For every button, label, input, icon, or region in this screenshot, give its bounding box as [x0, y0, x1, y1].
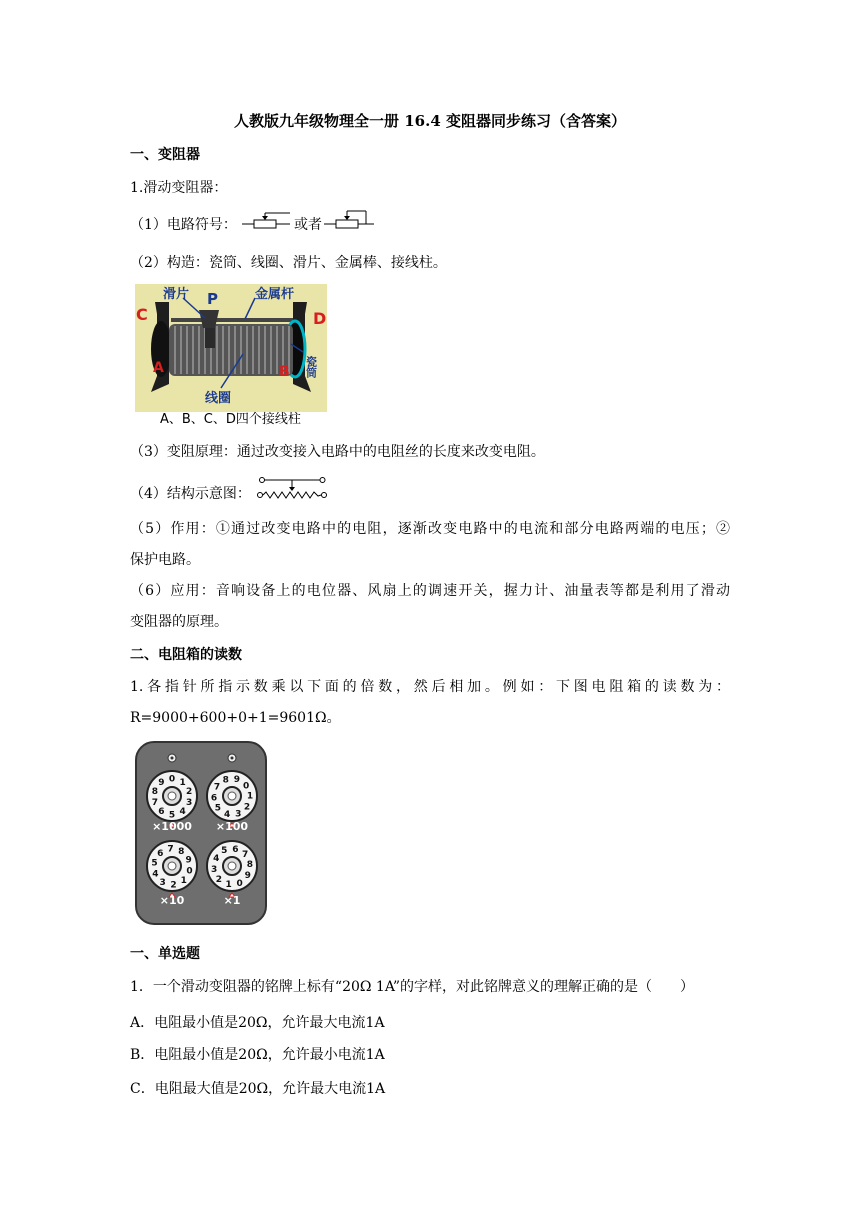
- dial-digit: 2: [243, 802, 251, 813]
- dial-digit: 3: [159, 877, 166, 888]
- dial-digit: 6: [157, 848, 164, 859]
- dial-digit: 5: [168, 810, 176, 821]
- dial-digit: 8: [178, 847, 185, 858]
- circuit-symbol-label: （1）电路符号：: [130, 217, 237, 233]
- rheostat-figure: [135, 284, 327, 412]
- dial-digit: 1: [180, 876, 187, 887]
- dial-digit: 1: [179, 777, 186, 788]
- dial-digit: 4: [179, 807, 186, 818]
- dial-digit: 4: [213, 853, 220, 864]
- dial-digit: 0: [168, 774, 176, 785]
- construction-text: （2）构造：瓷筒、线圈、滑片、金属棒、接线柱。: [130, 255, 447, 271]
- dial-digit: 2: [170, 880, 177, 891]
- label-p: P: [207, 290, 218, 308]
- dial-digit: 3: [211, 864, 218, 875]
- dial-digit: 9: [244, 871, 251, 882]
- function-text-line2: 保护电路。: [130, 552, 200, 568]
- structure-diagram: [254, 474, 330, 504]
- question-1: 1．一个滑动变阻器的铭牌上标有“20Ω 1A”的字样，对此铭牌意义的理解正确的是（ ）: [130, 979, 695, 995]
- exercise-heading: 一、单选题: [130, 946, 200, 962]
- structure-diagram-label: （4）结构示意图：: [130, 486, 251, 502]
- dial-digit: 2: [215, 874, 223, 885]
- dial-digit: 3: [185, 798, 193, 809]
- dial-digit: 3: [235, 809, 242, 820]
- dial-digit: 4: [152, 869, 159, 880]
- dial-digit: 9: [185, 855, 192, 866]
- dial-multiplier-label: ×1000: [152, 820, 192, 833]
- label-d: D: [313, 309, 327, 328]
- or-text: 或者: [294, 217, 322, 233]
- resistance-box-text-line2: R=9000+600+0+1=9601Ω。: [130, 710, 341, 726]
- resistance-box-figure: [130, 738, 272, 928]
- sub-heading-sliding-rheostat: 1.滑动变阻器：: [130, 180, 228, 196]
- resistance-dial: [147, 771, 197, 833]
- dial-digit: 9: [233, 775, 240, 786]
- section-heading-rheostat: 一、变阻器: [130, 147, 200, 163]
- dial-digit: 9: [158, 777, 165, 788]
- document-title: 人教版九年级物理全一册 16.4 变阻器同步练习（含答案）: [234, 112, 626, 130]
- rheostat-symbol-1: [240, 207, 294, 235]
- resistance-box-text-line1: 1.各指针所指示数乘以下面的倍数，然后相加。例如：下图电阻箱的读数为：: [130, 679, 730, 695]
- label-c: C: [136, 305, 148, 324]
- option-a: A．电阻最小值是20Ω，允许最大电流1A: [130, 1015, 385, 1031]
- label-b: B: [279, 364, 290, 380]
- dial-digit: 0: [186, 866, 193, 877]
- dial-digit: 6: [158, 807, 165, 818]
- label-a: A: [153, 360, 164, 376]
- dial-digit: 7: [167, 844, 174, 855]
- dial-digit: 8: [246, 860, 253, 871]
- dial-digit: 2: [185, 786, 193, 797]
- figure-caption-terminals: A、B、C、D四个接线柱: [160, 412, 301, 427]
- dial-digit: 8: [222, 775, 229, 786]
- dial-digit: 5: [214, 803, 222, 814]
- dial-digit: 4: [224, 809, 231, 820]
- option-b: B．电阻最小值是20Ω，允许最小电流1A: [130, 1047, 385, 1063]
- dial-digit: 8: [151, 786, 159, 797]
- dial-digit: 0: [242, 781, 250, 792]
- label-coil: 线圈: [205, 391, 232, 406]
- dial-digit: 7: [151, 798, 159, 809]
- label-rod: 金属杆: [255, 287, 295, 302]
- option-c: C．电阻最大值是20Ω，允许最大电流1A: [130, 1081, 386, 1097]
- dial-digit: 5: [151, 858, 158, 869]
- dial-digit: 1: [225, 880, 232, 891]
- dial-digit: 0: [236, 878, 243, 889]
- dial-digit: 7: [241, 850, 249, 861]
- dial-multiplier-label: ×10: [159, 894, 185, 907]
- principle-text: （3）变阻原理：通过改变接入电路中的电阻丝的长度来改变电阻。: [130, 444, 545, 460]
- application-text-line1: （6）应用：音响设备上的电位器、风扇上的调速开关，握力计、油量表等都是利用了滑动: [130, 583, 730, 599]
- dial-digit: 1: [246, 791, 254, 802]
- label-slider: 滑片: [163, 287, 190, 302]
- dial-digit: 6: [232, 844, 239, 855]
- function-text-line1: （5）作用：①通过改变电路中的电阻，逐渐改变电路中的电流和部分电路两端的电压；②: [130, 521, 730, 537]
- rheostat-symbol-2: [322, 207, 376, 235]
- dial-digit: 6: [210, 793, 218, 804]
- section-heading-resistance-box: 二、电阻箱的读数: [130, 647, 242, 663]
- application-text-line2: 变阻器的原理。: [130, 614, 228, 630]
- dial-digit: 7: [213, 782, 221, 793]
- dial-digit: 5: [221, 846, 228, 857]
- dial-multiplier-label: ×100: [215, 820, 249, 833]
- dial-multiplier-label: ×1: [223, 894, 241, 907]
- label-porcelain: 瓷筒: [304, 356, 318, 378]
